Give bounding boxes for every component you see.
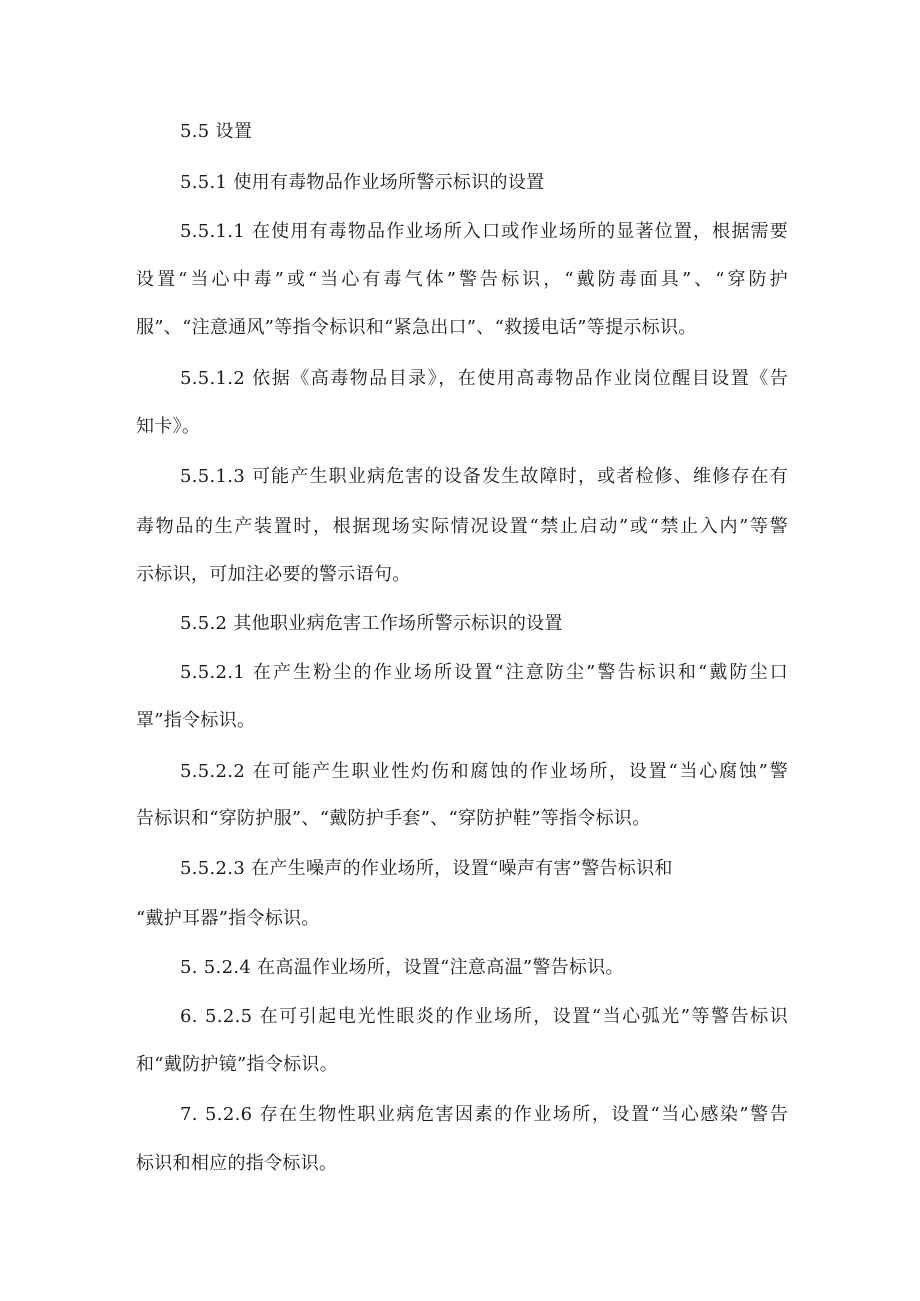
paragraph-5-5-2-5-line-2: 和“戴防护镜”指令标识。 (136, 1054, 339, 1075)
paragraph-5-5-1-1-line-1: 5.5.1.1 在使用有毒物品作业场所入口或作业场所的显著位置，根据需要 (180, 221, 788, 242)
paragraph-5-5-2-5-line-1: 6. 5.2.5 在可引起电光性眼炎的作业场所，设置“当心弧光”等警告标识 (180, 1006, 788, 1027)
paragraph-5-5-1-1-line-2: 设置“当心中毒”或“当心有毒气体”警告标识，“戴防毒面具”、“穿防护 (136, 269, 788, 290)
paragraph-5-5-2-6-line-2: 标识和相应的指令标识。 (136, 1153, 338, 1174)
paragraph-5-5-1-2-line-1: 5.5.1.2 依据《高毒物品目录》，在使用高毒物品作业岗位醒目设置《告 (180, 368, 788, 389)
subsection-heading-5-5-2: 5.5.2 其他职业病危害工作场所警示标识的设置 (180, 613, 563, 634)
paragraph-5-5-1-2-line-2: 知卡》。 (136, 416, 201, 437)
paragraph-5-5-2-6-line-1: 7. 5.2.6 存在生物性职业病危害因素的作业场所，设置“当心感染”警告 (180, 1104, 788, 1125)
paragraph-5-5-2-3-line-1: 5.5.2.3 在产生噪声的作业场所，设置“噪声有害”警告标识和 (180, 858, 673, 879)
paragraph-5-5-1-3-line-1: 5.5.1.3 可能产生职业病危害的设备发生故障时，或者检修、维修存在有 (180, 466, 788, 487)
subsection-heading-5-5-1: 5.5.1 使用有毒物品作业场所警示标识的设置 (180, 172, 545, 193)
paragraph-5-5-2-1-line-1: 5.5.2.1 在产生粉尘的作业场所设置“注意防尘”警告标识和“戴防尘口 (180, 662, 788, 683)
paragraph-5-5-2-1-line-2: 罩”指令标识。 (136, 710, 256, 731)
paragraph-5-5-2-4: 5. 5.2.4 在高温作业场所，设置“注意高温”警告标识。 (180, 957, 624, 978)
section-heading-5-5: 5.5 设置 (180, 121, 253, 142)
paragraph-5-5-1-3-line-2: 毒物品的生产装置时，根据现场实际情况设置“禁止启动”或“禁止入内”等警 (136, 516, 788, 537)
paragraph-5-5-1-3-line-3: 示标识，可加注必要的警示语句。 (136, 564, 411, 585)
paragraph-5-5-2-2-line-2: 告标识和“穿防护服”、“戴防护手套”、“穿防护鞋”等指令标识。 (136, 808, 651, 829)
paragraph-5-5-1-1-line-3: 服”、“注意通风”等指令标识和“紧急出口”、“救援电话”等提示标识。 (136, 317, 697, 338)
paragraph-5-5-2-2-line-1: 5.5.2.2 在可能产生职业性灼伤和腐蚀的作业场所，设置“当心腐蚀”警 (180, 761, 788, 782)
paragraph-5-5-2-3-line-2: “戴护耳器”指令标识。 (136, 908, 320, 929)
